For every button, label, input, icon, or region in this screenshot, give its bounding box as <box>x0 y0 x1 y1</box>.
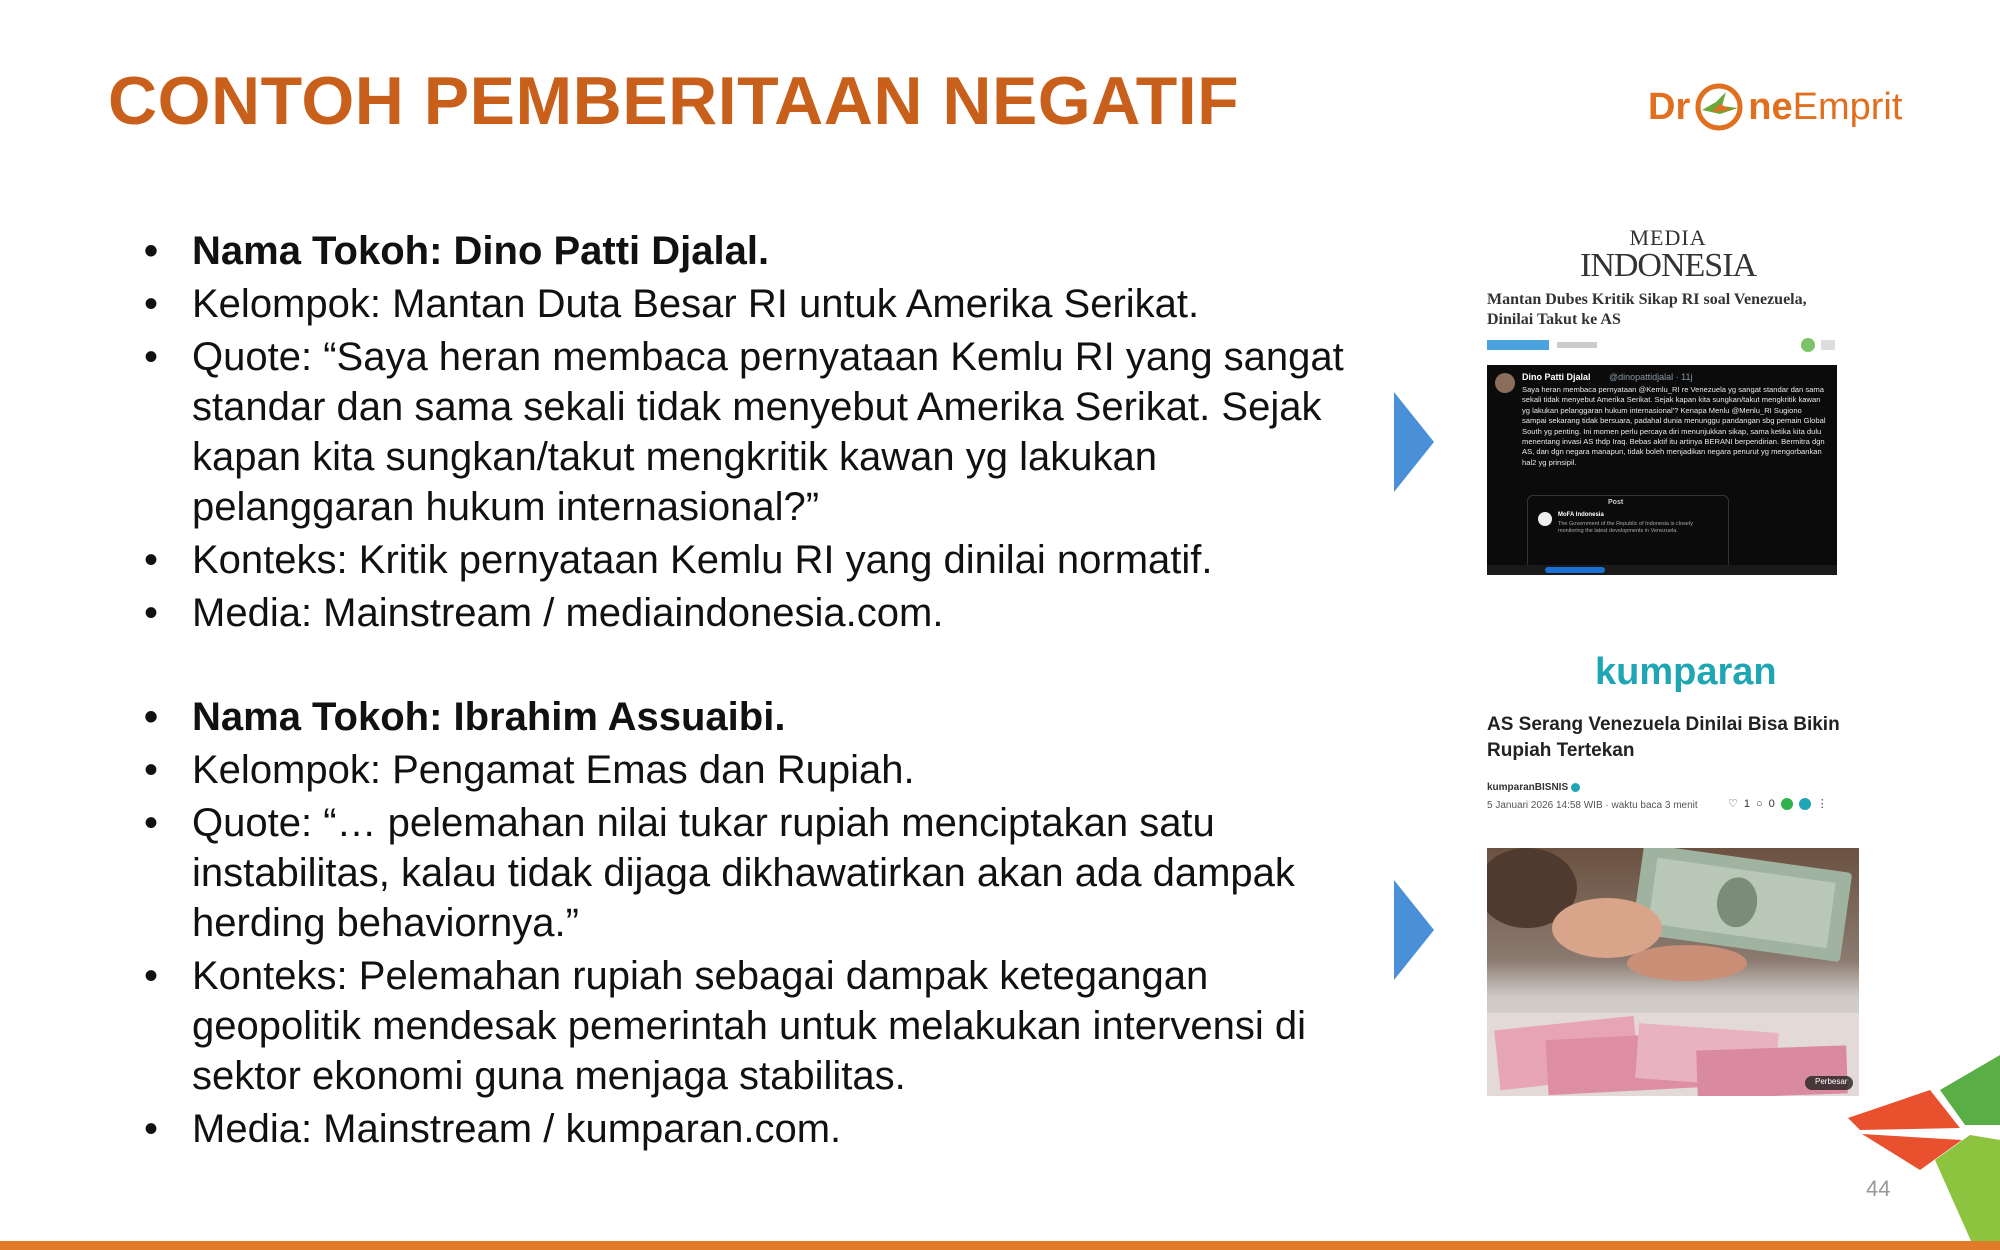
article-source <box>1487 782 1580 793</box>
list-item: • Nama Tokoh: Dino Patti Djalal. <box>140 226 1340 276</box>
tweet-handle: @dinopattidjalal · 11j <box>1609 372 1693 382</box>
quoted-author: MoFA Indonesia <box>1558 512 1604 518</box>
like-count: 1 <box>1743 797 1750 810</box>
embedded-tweet <box>1487 365 1837 575</box>
article-meta-bar <box>1487 338 1837 352</box>
more-icon[interactable]: ⋮ <box>1816 798 1828 810</box>
kumparan-logo: kumparan <box>1595 651 1777 693</box>
logo-text-ne: ne <box>1748 85 1793 128</box>
tweet-author: Dino Patti Djalal <box>1522 372 1591 382</box>
comment-icon[interactable]: ○ <box>1756 797 1763 810</box>
list-item: • Konteks: Kritik pernyataan Kemlu RI yang dinilai normatif. <box>140 535 1340 585</box>
share-icon[interactable] <box>1799 798 1811 810</box>
bottom-bar <box>0 1241 2000 1250</box>
list-item: • Media: Mainstream / kumparan.com. <box>140 1104 1340 1154</box>
verified-icon <box>1571 783 1580 792</box>
page-number: 44 <box>1866 1176 1891 1201</box>
article-actions <box>1728 797 1828 810</box>
media-indonesia-logo <box>1580 225 1757 284</box>
list-item: • Media: Mainstream / mediaindonesia.com. <box>140 588 1340 638</box>
person-2-list <box>140 692 1340 1157</box>
arrow-right-icon <box>1394 392 1434 492</box>
list-item: • Quote: “Saya heran membaca pernyataan Kemlu RI yang sangat standar dan sama sekali tidak menyebut Amerika Serikat. Sejak kapan kita sungkan/takut mengkritik kawan yg lakukan pelanggaran hukum internasional?” <box>140 332 1352 532</box>
arrow-right-icon <box>1394 880 1434 980</box>
quoted-avatar <box>1538 512 1552 526</box>
tweet-text: Saya heran membaca pernyataan @Kemlu_RI re Venezuela yg sangat standar dan sama sekali tidak menyebut Amerika Serikat. Sejak kapan kita sungkan/takut mengkritik kawan yg lakukan pelanggaran hukum internasional'? Kenapa Menlu @Menlu_RI Sugiono sampai sekarang tidak bersuara, padahal dunia menunggu pandangan sbg pemain Global South yg penting. Ini momen perlu percaya diri menunjukkan sikap, sama ketika kita dulu menentang invasi AS thdp Iraq. Bebas aktif itu artinya BERANI berpendirian. Bermitra dgn AS, dan dgn negara manapun, tidak boleh menjadikan negara penurut yg mengorbankan hal2 yg prinsipil. <box>1522 385 1826 467</box>
article-headline: Mantan Dubes Kritik Sikap RI soal Venezuela, Dinilai Takut ke AS <box>1487 291 1807 328</box>
logo-text-dr: Dr <box>1648 85 1691 128</box>
money-photo <box>1487 848 1859 1096</box>
quoted-text: The Government of the Republic of Indonesia is closely monitoring the latest developments in Venezuela. <box>1558 521 1693 534</box>
person-1-list <box>140 226 1344 641</box>
heart-icon[interactable]: ♡ <box>1728 798 1738 810</box>
avatar <box>1495 373 1515 393</box>
whatsapp-icon[interactable] <box>1781 798 1793 810</box>
quoted-post <box>1527 495 1729 569</box>
logo-top-text: MEDIA <box>1629 225 1707 250</box>
comment-count: 0 <box>1768 797 1775 810</box>
list-item: • Konteks: Pelemahan rupiah sebagai dampak ketegangan geopolitik mendesak pemerintah untuk melakukan intervensi di sektor ekonomi guna menjaga stabilitas. <box>140 951 1312 1101</box>
enlarge-label[interactable]: Perbesar <box>1815 1077 1848 1086</box>
post-label: Post <box>1608 499 1624 506</box>
article-headline: AS Serang Venezuela Dinilai Bisa Bikin Rupiah Tertekan <box>1487 714 1840 761</box>
list-item: • Kelompok: Mantan Duta Besar RI untuk Amerika Serikat. <box>140 279 1340 329</box>
article-date: 5 Januari 2026 14:58 WIB · waktu baca 3 menit <box>1487 800 1698 811</box>
logo-text-emprit: Emprit <box>1792 85 1903 128</box>
list-item: • Nama Tokoh: Ibrahim Assuaibi. <box>140 692 1340 742</box>
logo-bottom-text: INDONESIA <box>1580 247 1757 284</box>
article-photo <box>1487 848 1859 1096</box>
drone-icon <box>1692 80 1746 134</box>
list-item: • Quote: “… pelemahan nilai tukar rupiah menciptakan satu instabilitas, kalau tidak dijaga dikhawatirkan akan ada dampak herding behaviornya.” <box>140 798 1312 948</box>
page-title: CONTOH PEMBERITAAN NEGATIF <box>108 63 1240 139</box>
source-name: kumparanBISNIS <box>1487 782 1569 793</box>
list-item: • Kelompok: Pengamat Emas dan Rupiah. <box>140 745 1340 795</box>
drone-emprit-logo <box>1648 72 1902 142</box>
